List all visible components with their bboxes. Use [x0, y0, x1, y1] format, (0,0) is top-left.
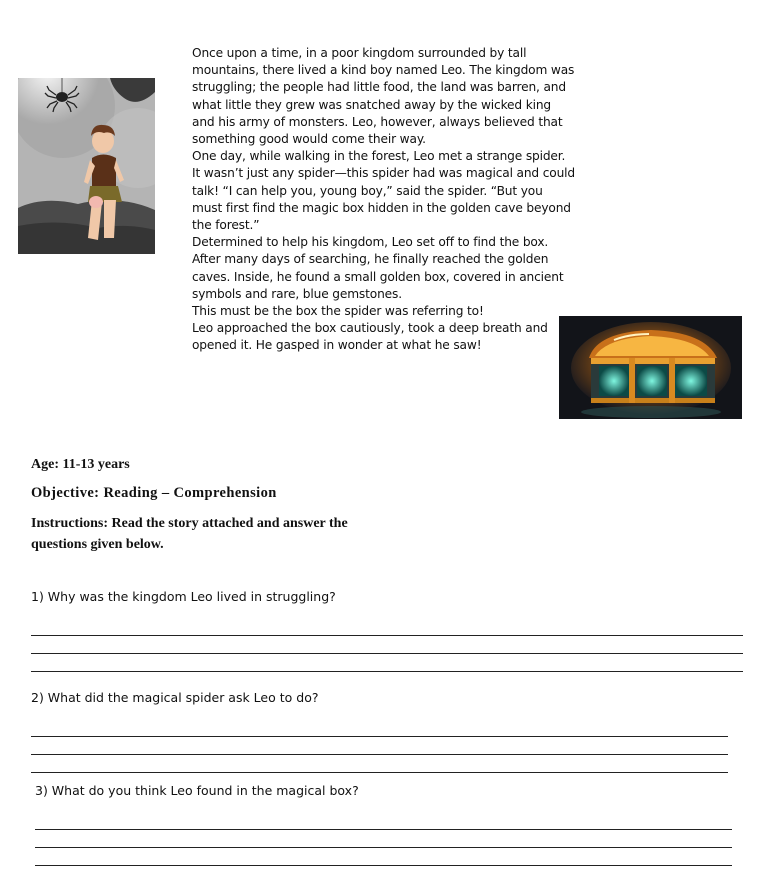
story-paragraph: Determined to help his kingdom, Leo set off to find the box. After many days of searching, he finally reached the golden caves. Inside, he found a small golden box, covered in ancient symbols and rare, blue gemstones.	[192, 235, 564, 301]
question-3: 3) What do you think Leo found in the magical box?	[35, 783, 359, 798]
objective: Objective: Reading – Comprehension	[31, 485, 277, 501]
answer-line	[31, 754, 728, 755]
answer-line	[31, 772, 728, 773]
story-paragraph: This must be the box the spider was referring to!	[192, 304, 484, 319]
question-2: 2) What did the magical spider ask Leo to do?	[31, 690, 319, 705]
boy-spider-illustration	[18, 78, 155, 254]
answer-lines-2[interactable]	[31, 736, 728, 790]
age-range: Age: 11-13 years	[31, 457, 130, 472]
answer-line	[31, 635, 743, 636]
answer-line	[35, 829, 732, 830]
answer-line	[31, 671, 743, 672]
answer-line	[31, 736, 728, 737]
instructions: Instructions: Read the story attached and answer the questions given below.	[31, 516, 348, 552]
answer-lines-3[interactable]	[35, 829, 732, 883]
answer-line	[35, 847, 732, 848]
answer-line	[31, 653, 743, 654]
treasure-chest-image	[559, 316, 742, 419]
question-1: 1) Why was the kingdom Leo lived in struggling?	[31, 589, 336, 604]
story-paragraph: One day, while walking in the forest, Leo met a strange spider. It wasn’t just any spider—this spider had was magical and could talk! “I can help you, young boy,” said the spider. “But you must first find the magic box hidden in the golden cave beyond the forest.”	[192, 149, 575, 233]
story-paragraph: Once upon a time, in a poor kingdom surrounded by tall mountains, there lived a kind boy named Leo. The kingdom was struggling; the people had little food, the land was barren, and what little they grew was snatched away by the wicked king and his army of monsters. Leo, however, always believed that something good would come their way.	[192, 46, 575, 147]
answer-lines-1[interactable]	[31, 635, 743, 689]
story-text	[192, 45, 576, 355]
story-paragraph: Leo approached the box cautiously, took a deep breath and opened it. He gasped in wonder at what he saw!	[192, 321, 548, 353]
